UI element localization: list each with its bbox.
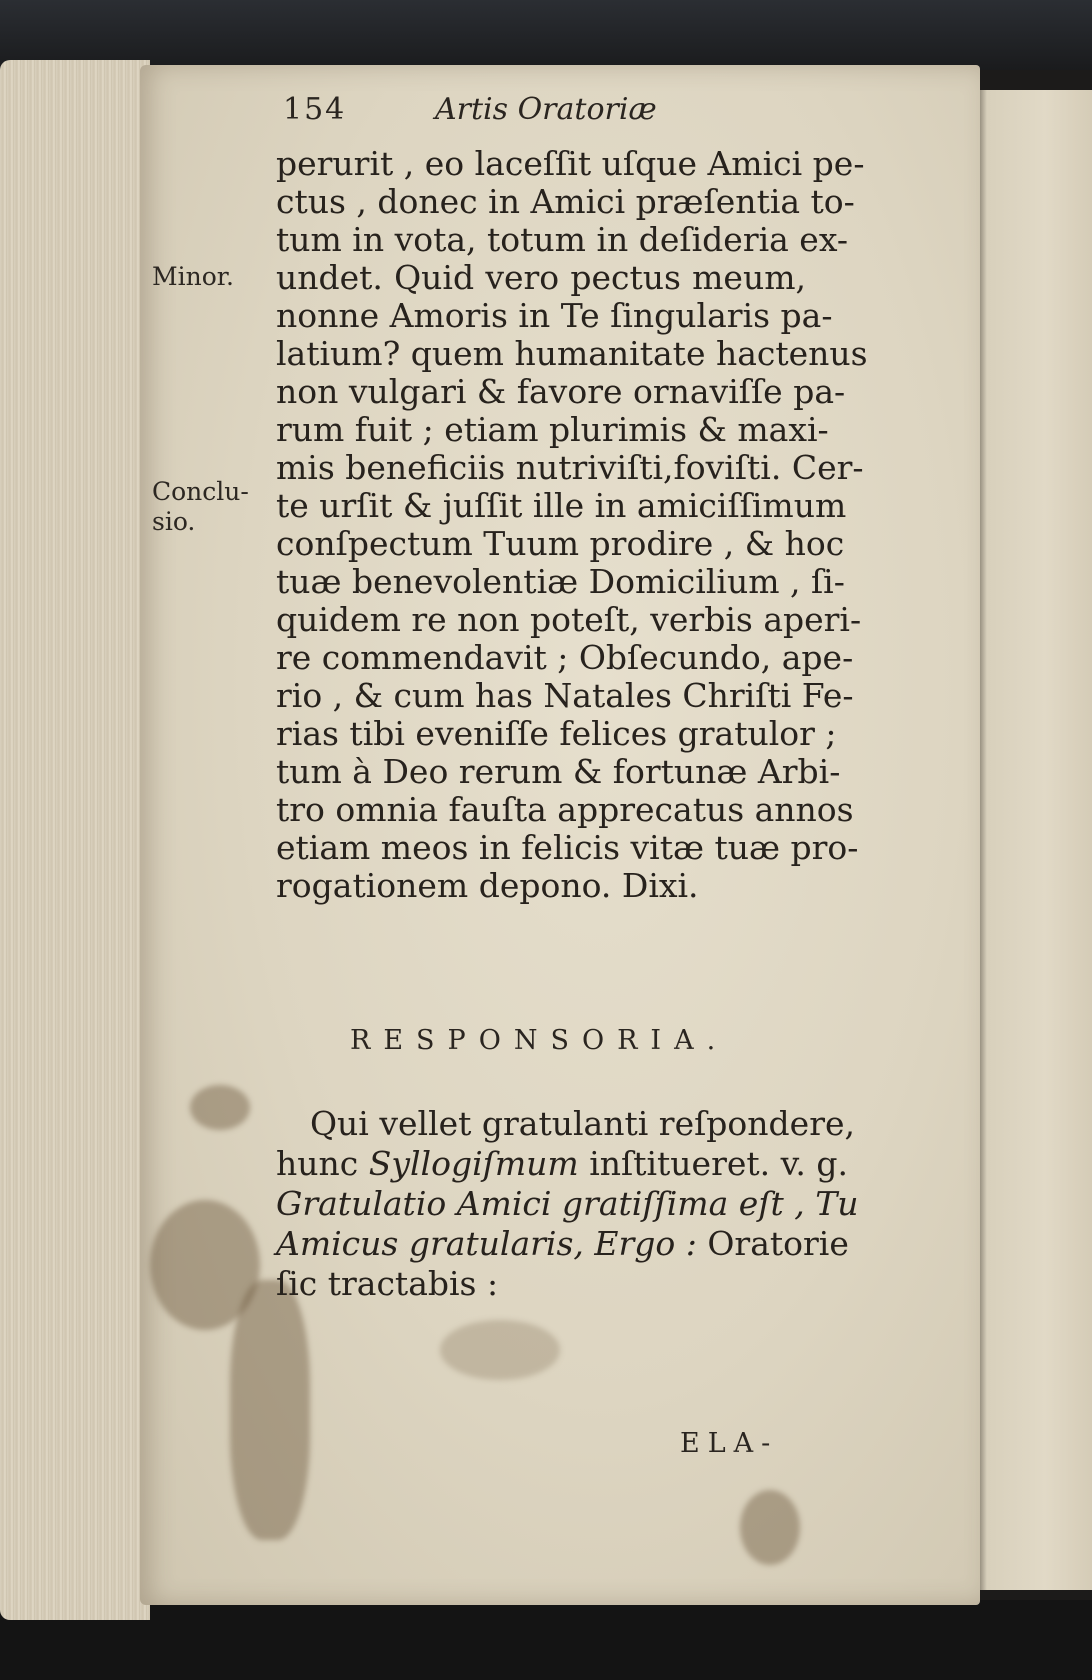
response-text-italic: Syllogiſmum	[368, 1144, 579, 1183]
text-line: latium? quem humanitate hactenus	[276, 334, 868, 373]
text-line: tuæ benevolentiæ Domicilium , ſi-	[276, 562, 845, 601]
text-line: mis beneficiis nutriviſti,foviſti. Cer-	[276, 448, 864, 487]
text-line: tum in vota, totum in deſideria ex-	[276, 220, 849, 259]
response-line: ſic tractabis :	[276, 1264, 499, 1303]
text-line: rogationem depono. Dixi.	[276, 866, 699, 905]
text-line: rio , & cum has Natales Chriſti Fe-	[276, 676, 854, 715]
response-line: Gratulatio Amici gratiſſima eſt , Tu	[276, 1184, 859, 1223]
section-heading: RESPONSORIA.	[350, 1025, 729, 1056]
text-line: quidem re non poteſt, verbis aperi-	[276, 600, 862, 639]
response-text: Oratorie	[696, 1224, 849, 1263]
text-line: tum à Deo rerum & fortunæ Arbi-	[276, 752, 841, 791]
text-line: non vulgari & favore ornaviſſe pa-	[276, 372, 846, 411]
catchword: ELA-	[680, 1428, 779, 1459]
response-text-italic: Amicus gratularis, Ergo :	[276, 1224, 697, 1263]
ink-stain	[440, 1320, 560, 1380]
backdrop-top	[0, 0, 1092, 70]
response-line	[310, 1104, 855, 1143]
text-line: re commendavit ; Obſecundo, ape-	[276, 638, 854, 677]
text-line: nonne Amoris in Te ſingularis pa-	[276, 296, 833, 335]
text-line: conſpectum Tuum prodire , & hoc	[276, 524, 845, 563]
running-head: Artis Oratoriæ	[435, 92, 657, 127]
text-line: etiam meos in felicis vitæ tuæ pro-	[276, 828, 859, 867]
ink-stain	[190, 1085, 250, 1130]
response-line	[276, 1224, 849, 1263]
page-edges	[0, 60, 150, 1620]
page-number: 154	[283, 92, 347, 127]
margin-note-conclusio-1: Conclu-	[152, 477, 249, 506]
text-line: rum fuit ; etiam plurimis & maxi-	[276, 410, 829, 449]
ink-stain	[740, 1490, 800, 1565]
margin-note-minor: Minor.	[152, 262, 234, 291]
ink-stain	[230, 1280, 310, 1540]
text-line: te urſit & juſſit ille in amiciſſimum	[276, 486, 847, 525]
response-text: hunc	[276, 1144, 369, 1183]
text-line: ctus , donec in Amici præſentia to-	[276, 182, 855, 221]
margin-note-conclusio-2: sio.	[152, 507, 196, 536]
response-text: inſtitueret. v. g.	[578, 1144, 848, 1183]
text-line: rias tibi eveniſſe felices gratulor ;	[276, 714, 837, 753]
backdrop-bottom	[0, 1600, 1092, 1680]
text-line: perurit , eo laceſſit uſque Amici pe-	[276, 144, 865, 183]
page-header	[283, 92, 803, 132]
response-line	[276, 1144, 848, 1183]
response-text: Qui vellet gratulanti reſpondere,	[310, 1104, 855, 1143]
text-line: tro omnia fauſta apprecatus annos	[276, 790, 854, 829]
text-line: undet. Quid vero pectus meum,	[276, 258, 806, 297]
facing-page-edge	[975, 90, 1092, 1590]
